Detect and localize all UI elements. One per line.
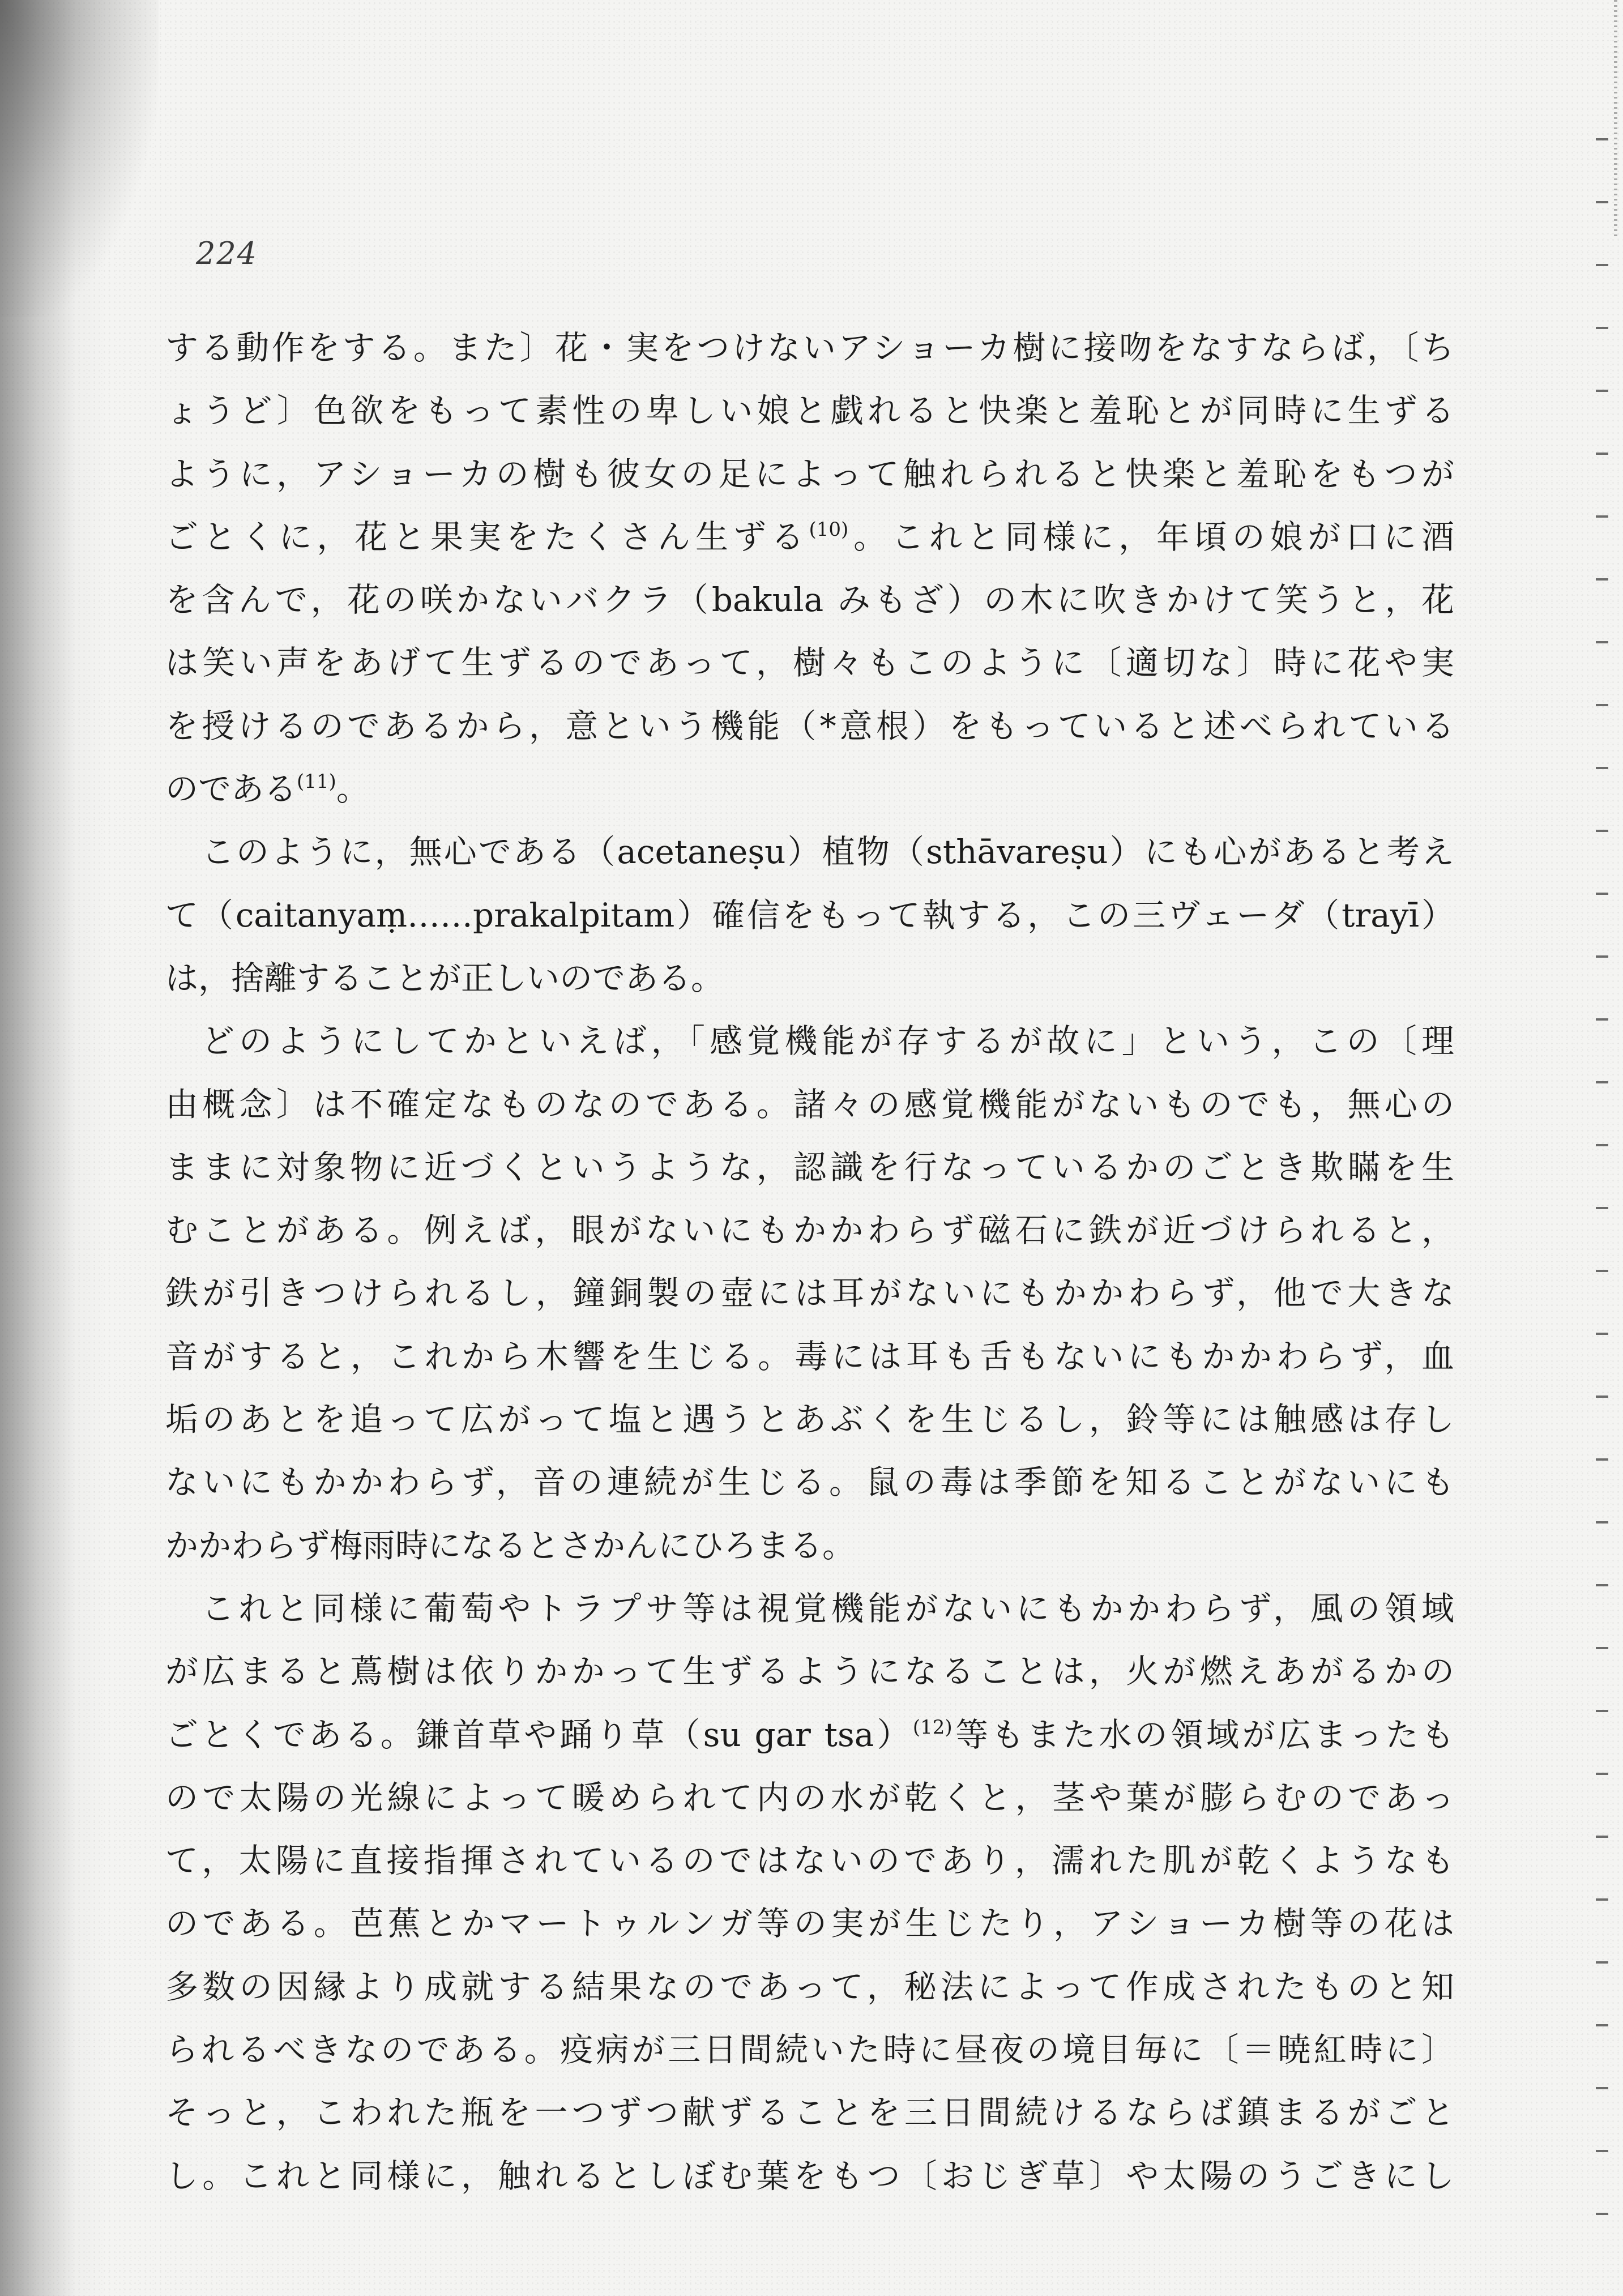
text-line: が広まると蔦樹は依りかかって生ずるようになることは，火が燃えあがるかの <box>165 1652 1454 1691</box>
text-line: むことがある。例えば，眼がないにもかかわらず磁石に鉄が近づけられると， <box>165 1211 1454 1250</box>
paragraph <box>165 1577 1454 2208</box>
text-line: ように，アショーカの樹も彼女の足によって触れられると快楽と羞恥をもつが <box>165 454 1454 493</box>
text-line: 由概念〕は不確定なものなのである。諸々の感覚機能がないものでも，無心の <box>165 1085 1454 1124</box>
text-line: このように，無心である（acetaneṣu）植物（sthāvareṣu）にも心があると考え <box>201 833 1454 872</box>
text-line: 垢のあとを追って広がって塩と遇うとあぶくを生じるし，鈴等には触感は存し <box>165 1400 1454 1439</box>
text-line: これと同様に葡萄やトラプサ等は視覚機能がないにもかかわらず，風の領域 <box>201 1589 1454 1628</box>
text-line: を含んで，花の咲かないバクラ（bakula みもざ）の木に吹きかけて笑うと，花 <box>165 581 1454 620</box>
text-line: て，太陽に直接指揮されているのではないのであり，濡れた肌が乾くようなも <box>165 1841 1454 1880</box>
scan-edge-dots <box>1614 0 1617 238</box>
text-line: 鉄が引きつけられるし，鐘銅製の壺には耳がないにもかかわらず，他で大きな <box>165 1274 1454 1313</box>
text-line: する動作をする。また〕花・実をつけないアショーカ樹に接吻をなすならば，〔ち <box>165 328 1454 367</box>
text-line: は，捨離することが正しいのである。 <box>165 958 724 997</box>
text-line: どのようにしてかといえば，「感覚機能が存するが故に」という，この〔理 <box>201 1022 1454 1061</box>
body-text <box>165 317 1454 2208</box>
paragraph <box>165 317 1454 821</box>
text-line: かかわらず梅雨時になるとさかんにひろまる。 <box>165 1526 856 1565</box>
margin-tick-marks <box>1596 79 1608 2260</box>
text-line: のである。芭蕉とかマートゥルンガ等の実が生じたり，アショーカ樹等の花は <box>165 1904 1454 1943</box>
text-line <box>165 506 1454 569</box>
text-line: ので太陽の光線によって暖められて内の水が乾くと，茎や葉が膨らむのであっ <box>165 1778 1454 1817</box>
text-line: そっと，こわれた瓶を一つずつ献ずることを三日間続けるならば鎮まるがごと <box>165 2093 1454 2132</box>
text-segment: 。 <box>336 770 369 809</box>
text-line: られるべきなのである。疫病が三日間続いた時に昼夜の境目毎に〔＝暁紅時に〕 <box>165 2030 1454 2069</box>
footnote-ref: (12) <box>912 1715 953 1739</box>
text-line: は笑い声をあげて生ずるのであって，樹々もこのように〔適切な〕時に花や実 <box>165 643 1454 682</box>
footnote-ref: (11) <box>297 770 336 793</box>
footnote-ref: (10) <box>809 518 849 541</box>
text-line: て（caitanyaṃ……prakalpitam）確信をもって執する，この三ヴェーダ（trayī） <box>165 895 1454 934</box>
text-line <box>165 758 1454 821</box>
text-line: ないにもかかわらず，音の連続が生じる。鼠の毒は季節を知ることがないにも <box>165 1463 1454 1502</box>
paragraph <box>165 1010 1454 1577</box>
page-number: 224 <box>196 236 258 271</box>
text-segment: 。これと同様に，年頃の娘が口に酒 <box>848 517 1454 556</box>
paragraph <box>165 821 1454 1010</box>
text-line: ょうど〕色欲をもって素性の卑しい娘と戯れると快楽と羞恥とが同時に生ずる <box>165 391 1454 430</box>
binding-shadow <box>0 0 108 2296</box>
text-line: し。これと同様に，触れるとしぼむ葉をもつ〔おじぎ草〕や太陽のうごきにし <box>165 2156 1454 2195</box>
text-segment: ごとくに，花と果実をたくさん生ずる <box>165 517 809 556</box>
text-line: 多数の因縁より成就する結果なのであって，秘法によって作成されたものと知 <box>165 1967 1454 2006</box>
text-segment: のである <box>165 770 297 809</box>
scan-corner-shadow <box>0 0 159 317</box>
text-segment: 等もまた水の領域が広まったも <box>952 1715 1454 1754</box>
text-line: ままに対象物に近づくというような，認識を行なっているかのごとき欺瞞を生 <box>165 1147 1454 1187</box>
text-line: を授けるのであるから，意という機能（*意根）をもっていると述べられている <box>165 706 1454 745</box>
text-segment: ごとくである。鎌首草や踊り草（su gar tsa） <box>165 1715 913 1754</box>
text-line <box>165 1704 1454 1766</box>
text-line: 音がすると，これから木響を生じる。毒には耳も舌もないにもかかわらず，血 <box>165 1337 1454 1376</box>
